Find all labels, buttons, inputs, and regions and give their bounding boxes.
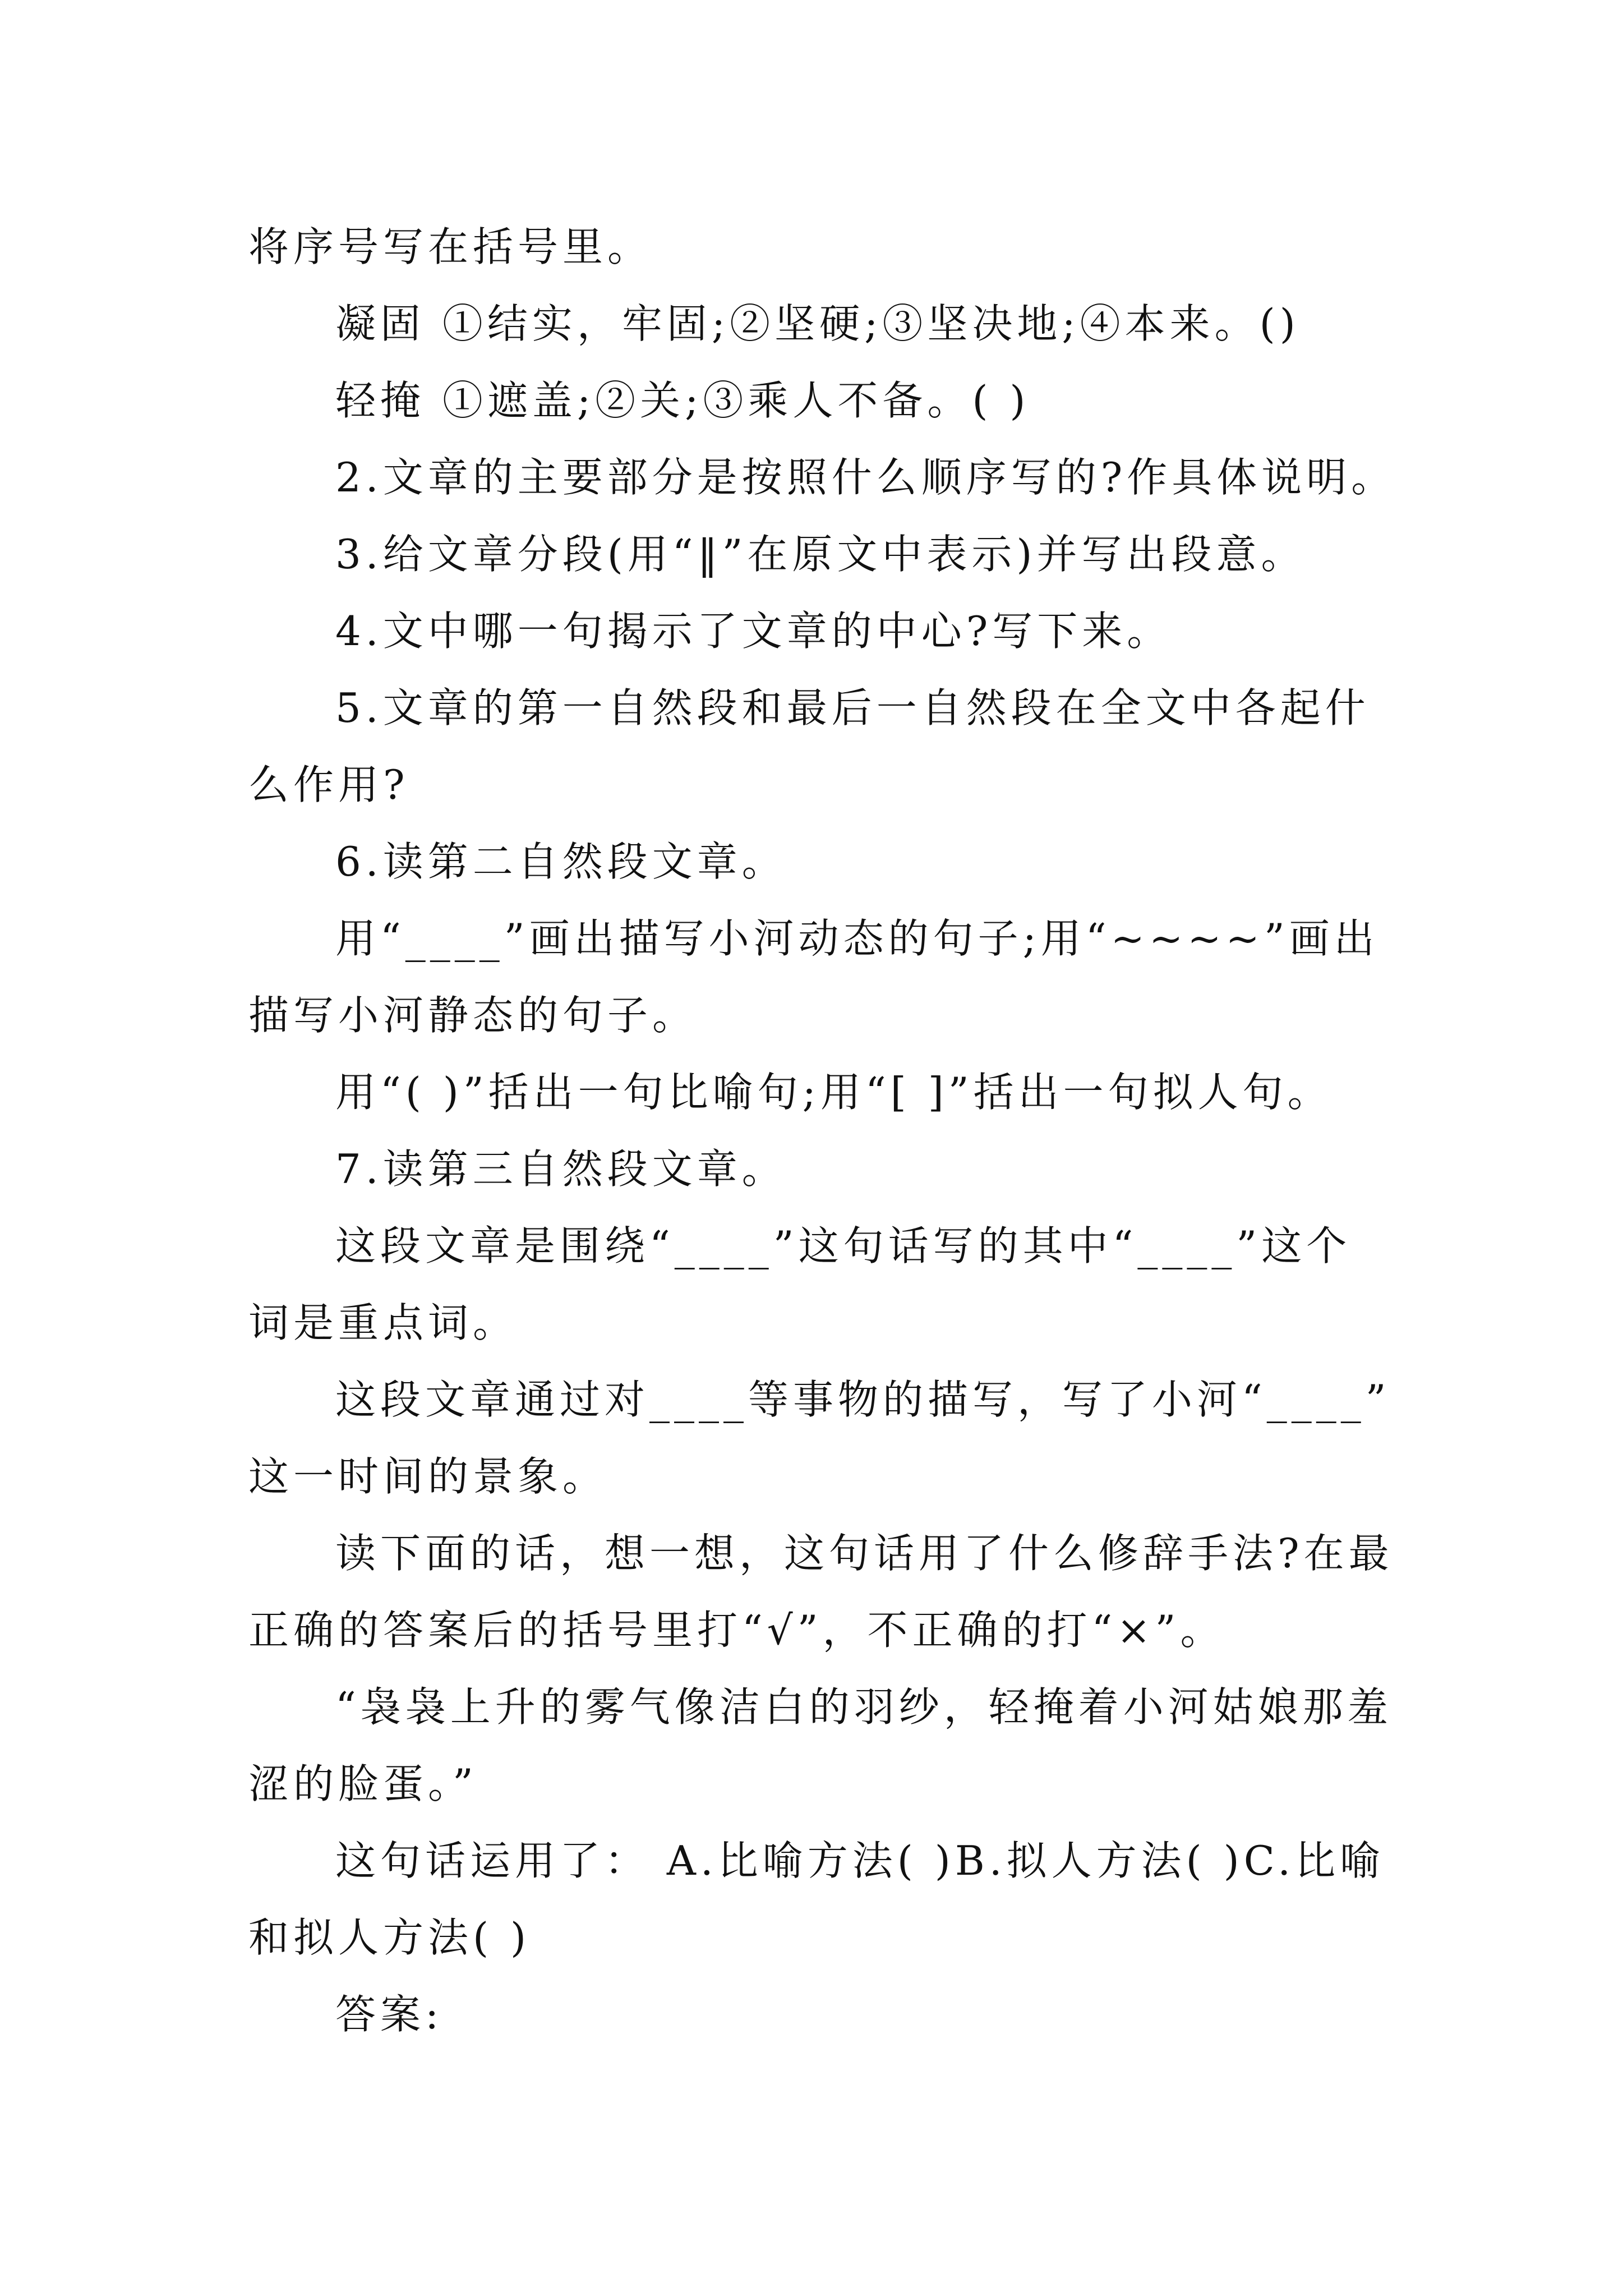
- text-line: 将序号写在括号里。: [248, 223, 653, 270]
- answer-heading: 答案:: [335, 1991, 444, 2038]
- question-4: 4.文中哪一句揭示了文章的中心?写下来。: [335, 608, 1172, 655]
- text-line: 和拟人方法( ): [248, 1914, 531, 1961]
- question-7: 7.读第三自然段文章。: [335, 1145, 787, 1193]
- question-5: 5.文章的第一自然段和最后一自然段在全文中各起什: [335, 684, 1370, 731]
- document-body: [248, 209, 1396, 2053]
- text-line: 这一时间的景象。: [248, 1453, 608, 1500]
- text-line: 用“____”画出描写小河动态的句子;用“~~~~”画出: [335, 915, 1379, 962]
- text-line: 这段文章是围绕“____”这句话写的其中“____”这个: [335, 1222, 1352, 1269]
- text-line: 涩的脸蛋。”: [248, 1760, 478, 1807]
- question-2: 2.文章的主要部分是按照什么顺序写的?作具体说明。: [335, 454, 1396, 501]
- text-line: 用“( )”括出一句比喻句;用“[ ]”括出一句拟人句。: [335, 1069, 1332, 1116]
- text-line: 这段文章通过对____等事物的描写，写了小河“____”: [335, 1376, 1391, 1423]
- text-line: 词是重点词。: [248, 1299, 518, 1346]
- text-line: 描写小河静态的句子。: [248, 992, 698, 1039]
- question-6: 6.读第二自然段文章。: [335, 838, 787, 885]
- quoted-sentence: “袅袅上升的雾气像洁白的羽纱，轻掩着小河姑娘那羞: [335, 1683, 1393, 1731]
- text-line: 读下面的话，想一想，这句话用了什么修辞手法?在最: [335, 1530, 1394, 1577]
- answer-options: 这句话运用了： A.比喻方法( )B.拟人方法( )C.比喻: [335, 1837, 1385, 1884]
- text-line: 正确的答案后的括号里打“√”，不正确的打“×”。: [248, 1607, 1225, 1654]
- question-3: 3.给文章分段(用“‖”在原文中表示)并写出段意。: [335, 531, 1306, 578]
- text-line: 轻掩 ①遮盖;②关;③乘人不备。( ): [335, 377, 1030, 424]
- text-line: 么作用?: [248, 761, 409, 808]
- text-line: 凝固 ①结实，牢固;②坚硬;③坚决地;④本来。(): [335, 300, 1300, 347]
